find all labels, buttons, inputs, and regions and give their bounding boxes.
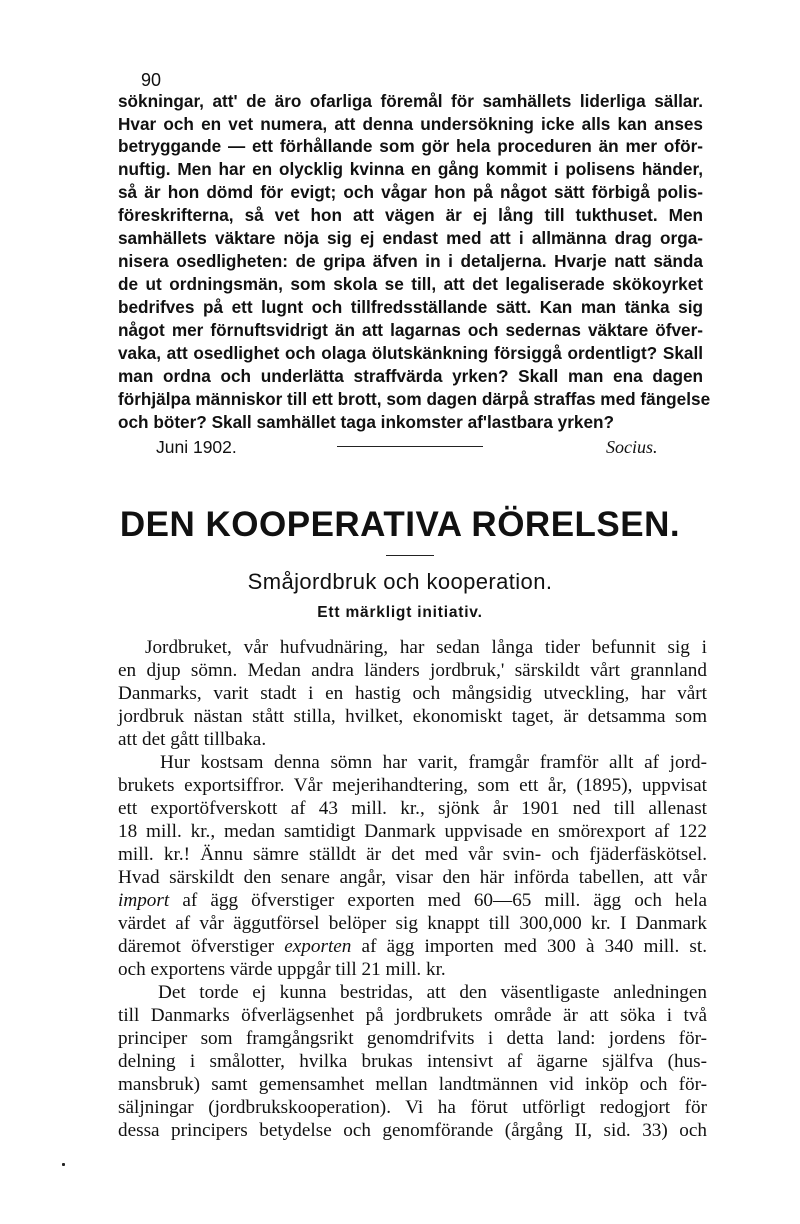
article-kicker: Ett märkligt initiativ.: [317, 604, 483, 621]
text-line: värdet af vår äggutförsel belöper sig knappt till 300,000 kr. I Danmark: [118, 913, 707, 934]
text-line: samhällets väktare nöja sig ej endast med att i allmänna drag orga-: [118, 228, 703, 248]
text-line: de ut ordningsmän, som skola se till, att det legaliserade skökoyrket: [118, 274, 703, 294]
text-line: jordbruk nästan stått stilla, hvilket, ekonomiskt taget, är detsamma som: [118, 706, 707, 727]
emphasis: exporten: [284, 936, 352, 957]
text-run: af ägg importen med 300 à 340 mill. st.: [351, 936, 707, 957]
text-line: delning i smålotter, hvilka brukas intensivt af ägarne själfva (hus-: [118, 1051, 707, 1072]
text-line: 18 mill. kr., medan samtidigt Danmark uppvisade en smörexport af 122: [118, 821, 707, 842]
text-line: Det torde ej kunna bestridas, att den väsentligaste anledningen: [158, 982, 707, 1003]
text-run: af ägg öfverstiger exporten med 60—65 mill. ägg och hela: [169, 890, 707, 911]
text-run: däremot öfverstiger: [118, 936, 285, 957]
text-line: betryggande — ett förhållande som gör hela proceduren än mer oför-: [118, 136, 703, 156]
text-line: nisera osedligheten: de gripa äfven in i detaljerna. Hvarje natt sända: [118, 251, 703, 271]
text-line: så är hon dömd för evigt; och vågar hon på något sätt förbigå polis-: [118, 182, 703, 202]
text-line: dessa principers betydelse och genomförande (årgång II, sid. 33) och: [118, 1120, 707, 1141]
text-line: att det gått tillbaka.: [118, 729, 267, 750]
text-line: sökningar, att' de äro ofarliga föremål för samhällets liderliga sällar.: [118, 91, 703, 111]
emphasis: import: [118, 890, 170, 911]
dateline: Juni 1902.: [156, 437, 237, 457]
text-line: mill. kr.! Ännu sämre ställdt är det med vår svin- och fjäderfäskötsel.: [118, 844, 707, 865]
page-number: 90: [141, 70, 162, 90]
text-line: till Danmarks öfverlägsenhet på jordbrukets område är att söka i två: [118, 1005, 707, 1026]
text-line: ett exportöfverskott af 43 mill. kr., sjönk år 1901 ned till allenast: [118, 798, 707, 819]
text-line: mansbruk) samt gemensamhet mellan landtmännen vid inköp och för-: [118, 1074, 707, 1095]
article-subtitle: Småjordbruk och kooperation.: [247, 569, 553, 594]
text-line: [118, 891, 707, 910]
article-title: DEN KOOPERATIVA RÖRELSEN.: [119, 505, 681, 544]
text-line: nuftig. Men har en olycklig kvinna en gång kommit i polisens händer,: [118, 159, 703, 179]
text-line: [118, 937, 707, 956]
text-line: Hvad särskildt den senare angår, visar den här införda tabellen, att vår: [118, 867, 707, 888]
text-line: Danmarks, varit stadt i en hastig och mångsidig utveckling, har vårt: [118, 683, 707, 704]
print-speck: [62, 1163, 65, 1166]
text-line: förhjälpa människor till ett brott, som dagen därpå straffas med fängelse: [118, 389, 711, 409]
text-line: man ordna och underlätta straffvärda yrken? Skall man ena dagen: [118, 366, 703, 386]
text-line: föreskrifterna, så vet hon att vägen är ej lång till tukthuset. Men: [118, 205, 703, 225]
text-line: Hvar och en vet numera, att denna undersökning icke alls kan anses: [118, 114, 703, 134]
text-line: principer som framgångsrikt genomdrifvits i detta land: jordens för-: [118, 1028, 707, 1049]
title-divider: [386, 555, 434, 556]
text-line: något mer förnuftsvidrigt än att lagarnas och sedernas väktare öfver-: [118, 320, 703, 340]
text-line: Jordbruket, vår hufvudnäring, har sedan långa tider befunnit sig i: [145, 637, 707, 658]
text-line: och böter? Skall samhället taga inkomster af'lastbara yrken?: [118, 412, 615, 432]
text-line: och exportens värde uppgår till 21 mill. kr.: [118, 959, 446, 980]
text-line: brukets exportsiffror. Vår mejerihandtering, som ett år, (1895), uppvisat: [118, 775, 707, 796]
text-line: en djup sömn. Medan andra länders jordbruk,' särskildt vårt grannland: [118, 660, 707, 681]
text-line: säljningar (jordbrukskooperation). Vi ha förut utförligt redogjort för: [118, 1097, 707, 1118]
signature: Socius.: [606, 437, 658, 457]
text-line: vaka, att osedlighet och olaga ölutskänkning försiggå ordentligt? Skall: [118, 343, 703, 363]
section-divider: [337, 446, 483, 447]
text-line: bedrifves på ett lugnt och tillfredsställande sätt. Kan man tänka sig: [118, 297, 703, 317]
text-line: Hur kostsam denna sömn har varit, framgår framför allt af jord-: [160, 752, 707, 773]
